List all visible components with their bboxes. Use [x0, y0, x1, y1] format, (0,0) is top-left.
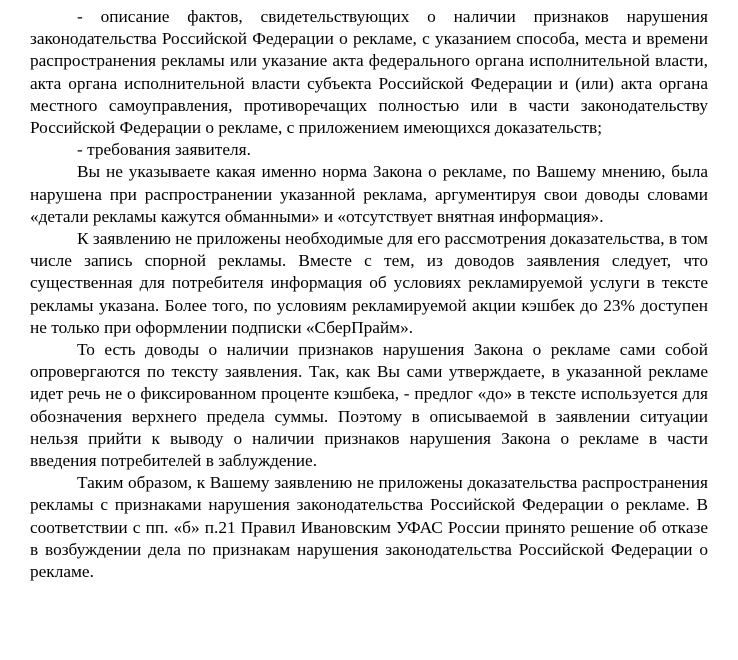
- paragraph-decision: Таким образом, к Вашему заявлению не приложены доказательства распространения рекламы с признаками нарушения законодательства Российской Федерации о рекламе. В соответствии с пп. «б» п.21 Правил Ивановским УФАС России принято решение об отказе в возбуждении дела по признакам нарушения законодательства Российской Федерации о рекламе.: [30, 473, 708, 582]
- paragraph-application-requirements: - описание фактов, свидетельствующих о наличии признаков нарушения законодательства Российской Федерации о рекламе, с указанием способа, места и времени распространения рекламы или указание акта федерального органа исполнительной власти, акта органа исполнительной власти субъекта Российской Федерации и (или) акта органа местного самоуправления, противоречащих полностью или в части законодательству Российской Федерации о рекламе, с приложением имеющихся доказательств;: [30, 7, 708, 138]
- paragraph-missing-evidence: К заявлению не приложены необходимые для его рассмотрения доказательства, в том числе запись спорной рекламы. Вместе с тем, из доводов заявления следует, что существенная для потребителя информация об условиях рекламируемой услуги в тексте рекламы указана. Более того, по условиям рекламируемой акции кэшбек до 23% доступен не только при оформлении подписки «СберПрайм».: [30, 229, 708, 337]
- paragraph-unspecified-norm: Вы не указываете какая именно норма Закона о рекламе, по Вашему мнению, была нарушена при распространении указанной реклама, аргументируя свои доводы словами «детали рекламы кажутся обманными» и «отсутствует внятная информация».: [30, 162, 708, 226]
- document-body: [30, 6, 708, 583]
- paragraph-applicant-demands: - требования заявителя.: [77, 140, 251, 160]
- paragraph-arguments-refuted: То есть доводы о наличии признаков нарушения Закона о рекламе сами собой опровергаются по тексту заявления. Так, как Вы сами утверждаете, в указанной рекламе идет речь не о фиксированном проценте кэшбека, - предлог «до» в тексте используется для обозначения верхнего предела суммы. Поэтому в описываемой в заявлении ситуации нельзя прийти к выводу о наличии признаков нарушения Закона о рекламе в части введения потребителей в заблуждение.: [30, 340, 708, 471]
